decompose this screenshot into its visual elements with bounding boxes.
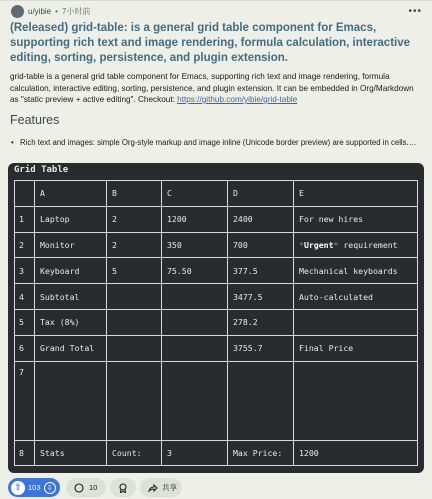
emphasis-marker: * (299, 239, 304, 250)
grid-row-header: 2 (15, 232, 35, 258)
grid-cell[interactable]: 75.50 (162, 258, 228, 284)
grid-cell[interactable]: Subtotal (35, 284, 107, 310)
grid-cell[interactable]: 3 (162, 440, 228, 466)
grid-table (14, 180, 418, 466)
grid-cell[interactable]: Stats (35, 440, 107, 466)
post-header (11, 4, 90, 18)
comments-button[interactable] (66, 478, 106, 497)
grid-cell[interactable]: Tax (8%) (35, 309, 107, 335)
grid-cell[interactable]: 278.2 (228, 309, 294, 335)
grid-column-header: E (294, 181, 418, 207)
comment-icon (74, 483, 84, 493)
grid-row (15, 258, 418, 284)
grid-table-window (8, 163, 424, 473)
grid-row (15, 206, 418, 232)
grid-row-header: 7 (15, 361, 35, 440)
grid-cell[interactable] (162, 335, 228, 361)
grid-row-header: 3 (15, 258, 35, 284)
grid-cell[interactable] (107, 309, 162, 335)
bullet-marker: • (11, 138, 14, 147)
github-link[interactable]: https://github.com/yibie/grid-table (177, 95, 298, 104)
grid-cell[interactable]: Keyboard (35, 258, 107, 284)
grid-cell[interactable]: 2 (107, 206, 162, 232)
grid-cell[interactable]: Monitor (35, 232, 107, 258)
grid-row-header: 6 (15, 335, 35, 361)
award-icon (118, 483, 128, 493)
grid-row (15, 309, 418, 335)
action-bar (0, 475, 432, 499)
grid-cell[interactable]: Grand Total (35, 335, 107, 361)
top-divider (0, 0, 432, 1)
grid-row (15, 335, 418, 361)
grid-cell[interactable]: For new hires (294, 206, 418, 232)
header-separator: • (55, 6, 58, 16)
grid-cell[interactable] (228, 361, 294, 440)
grid-column-header: D (228, 181, 294, 207)
grid-cell[interactable]: 2 (107, 232, 162, 258)
avatar[interactable] (11, 5, 24, 18)
award-button[interactable] (110, 478, 136, 497)
share-label: 共享 (162, 483, 177, 492)
grid-cell[interactable] (162, 309, 228, 335)
grid-row (15, 181, 418, 207)
emphasis-marker: * (333, 239, 339, 250)
post-body (10, 71, 422, 106)
grid-cell[interactable]: 3477.5 (228, 284, 294, 310)
grid-cell[interactable]: Mechanical keyboards (294, 258, 418, 284)
username[interactable]: u/yibie (28, 6, 52, 16)
vote-count: 103 (28, 483, 41, 492)
grid-cell[interactable] (162, 284, 228, 310)
grid-cell[interactable]: Auto-calculated (294, 284, 418, 310)
requirement-text: requirement (338, 239, 398, 250)
grid-cell[interactable]: Max Price: (228, 440, 294, 466)
grid-column-header: B (107, 181, 162, 207)
grid-row (15, 361, 418, 440)
feature-bullet-text: Rich text and images: simple Org-style markup and image inline (Unicode border preview) are supported in cells.… (20, 138, 417, 147)
comment-count: 10 (89, 483, 98, 492)
grid-cell[interactable]: 3755.7 (228, 335, 294, 361)
grid-cell[interactable]: 5 (107, 258, 162, 284)
grid-row-header: 4 (15, 284, 35, 310)
more-options-button[interactable]: ••• (408, 6, 422, 17)
grid-cell[interactable] (294, 361, 418, 440)
grid-row-header (15, 181, 35, 207)
grid-column-header: A (35, 181, 107, 207)
grid-cell[interactable] (162, 361, 228, 440)
grid-column-header: C (162, 181, 228, 207)
share-icon (148, 483, 158, 493)
grid-cell[interactable]: 700 (228, 232, 294, 258)
urgent-text: Urgent (303, 239, 334, 250)
grid-cell[interactable]: Final Price (294, 335, 418, 361)
grid-cell[interactable]: 377.5 (228, 258, 294, 284)
grid-cell[interactable]: Laptop (35, 206, 107, 232)
down-arrow-icon[interactable]: ⇩ (44, 482, 56, 494)
grid-row (15, 284, 418, 310)
grid-cell[interactable] (107, 335, 162, 361)
grid-cell[interactable] (35, 361, 107, 440)
up-arrow-icon[interactable]: ⇧ (11, 481, 25, 495)
feature-bullet (11, 137, 422, 148)
vote-control (8, 478, 60, 497)
grid-row-header: 1 (15, 206, 35, 232)
share-button[interactable] (140, 478, 182, 497)
grid-row-header: 5 (15, 309, 35, 335)
grid-row (15, 440, 418, 466)
grid-cell[interactable] (107, 284, 162, 310)
grid-row-header: 8 (15, 440, 35, 466)
grid-cell[interactable]: 1200 (162, 206, 228, 232)
grid-cell[interactable]: 1200 (294, 440, 418, 466)
features-heading: Features (10, 113, 60, 127)
grid-cell[interactable] (107, 361, 162, 440)
grid-cell[interactable] (294, 309, 418, 335)
grid-cell[interactable]: 350 (162, 232, 228, 258)
grid-window-title: Grid Table (14, 165, 69, 175)
grid-row (15, 232, 418, 258)
grid-cell[interactable]: 2400 (228, 206, 294, 232)
grid-cell[interactable] (294, 232, 418, 258)
grid-cell[interactable]: Count: (107, 440, 162, 466)
post-body-text: grid-table is a general grid table component for Emacs, supporting rich text and image rendering, formula calculation, interactive editing, sorting, persistence, and plugin extension. It can be embedded in Org/Markdown as "static preview + active editing". Checkout: (10, 72, 414, 104)
post-title[interactable]: (Released) grid-table: is a general grid table component for Emacs, supporting rich text and image rendering, formula calculation, interactive editing, sorting, persistence, and plugin extension. (10, 22, 411, 64)
post-time: 7小时前 (61, 6, 91, 16)
